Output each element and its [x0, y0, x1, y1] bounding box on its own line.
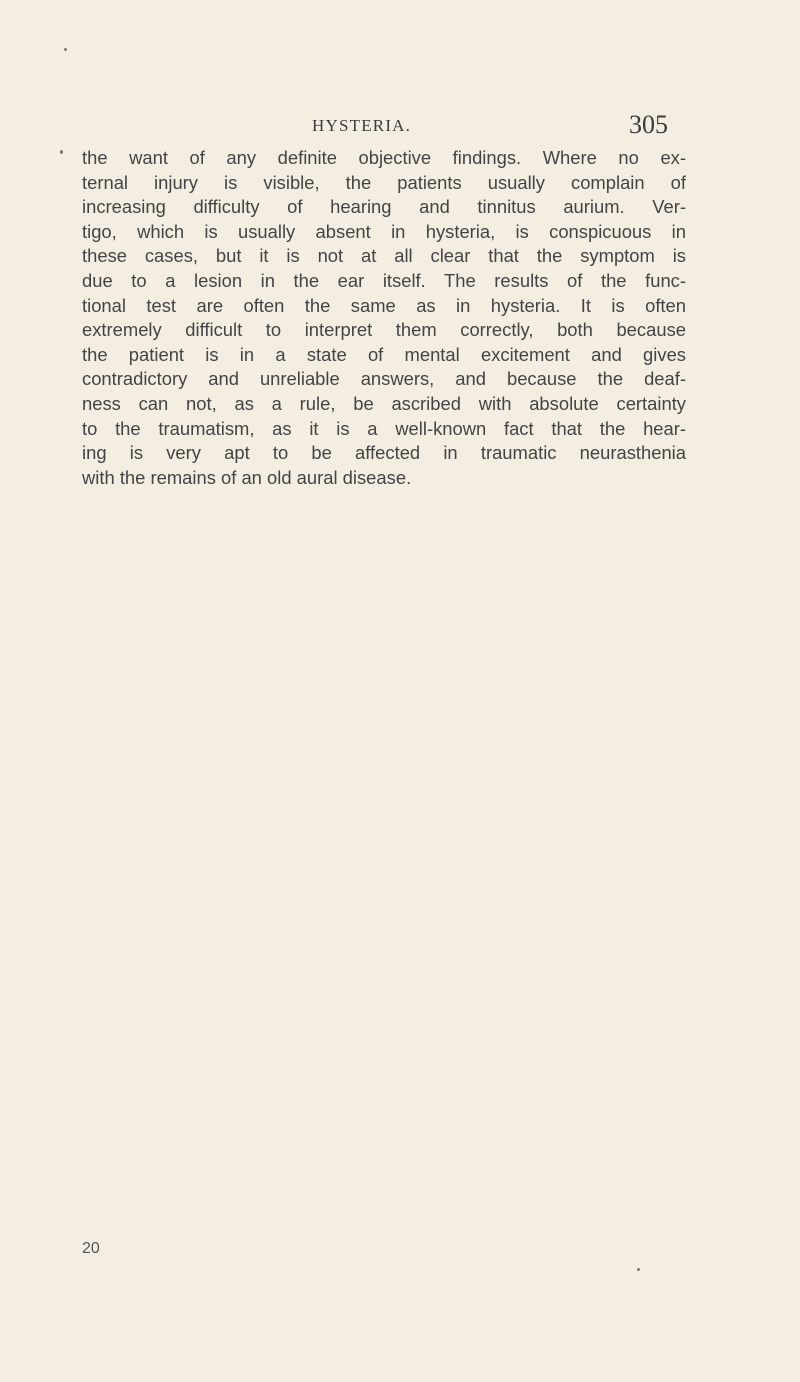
- text-line: these cases, but it is not at all clear that the symptom is: [82, 245, 686, 267]
- text-line: ternal injury is visible, the patients usually complain of: [82, 171, 686, 193]
- paper-speck: [64, 48, 67, 51]
- text-line: due to a lesion in the ear itself. The results of the func-: [82, 269, 686, 291]
- paper-speck: [60, 150, 63, 154]
- text-line: contradictory and unreliable answers, and because the deaf-: [82, 368, 686, 390]
- text-line: ness can not, as a rule, be ascribed with absolute certainty: [82, 392, 686, 414]
- text-line: the want of any definite objective findings. Where no ex-: [82, 147, 686, 168]
- page-number: 305: [629, 110, 668, 139]
- running-head: HYSTERIA.: [312, 116, 412, 135]
- text-line: increasing difficulty of hearing and tinnitus aurium. Ver-: [82, 196, 686, 218]
- text-line: tigo, which is usually absent in hysteria, is conspicuous in: [82, 220, 686, 242]
- text-line: extremely difficult to interpret them correctly, both because: [82, 319, 686, 341]
- page-header: [82, 112, 682, 142]
- text-line: ing is very apt to be affected in traumatic neurasthenia: [82, 442, 686, 464]
- body-paragraph: [82, 146, 686, 490]
- text-line: with the remains of an old aural disease.: [82, 466, 412, 488]
- signature-mark: 20: [82, 1240, 100, 1257]
- text-line: tional test are often the same as in hysteria. It is often: [82, 294, 686, 316]
- text-line: to the traumatism, as it is a well-known fact that the hear-: [82, 417, 686, 439]
- paper-speck: [637, 1268, 640, 1271]
- text-line: the patient is in a state of mental excitement and gives: [82, 343, 686, 365]
